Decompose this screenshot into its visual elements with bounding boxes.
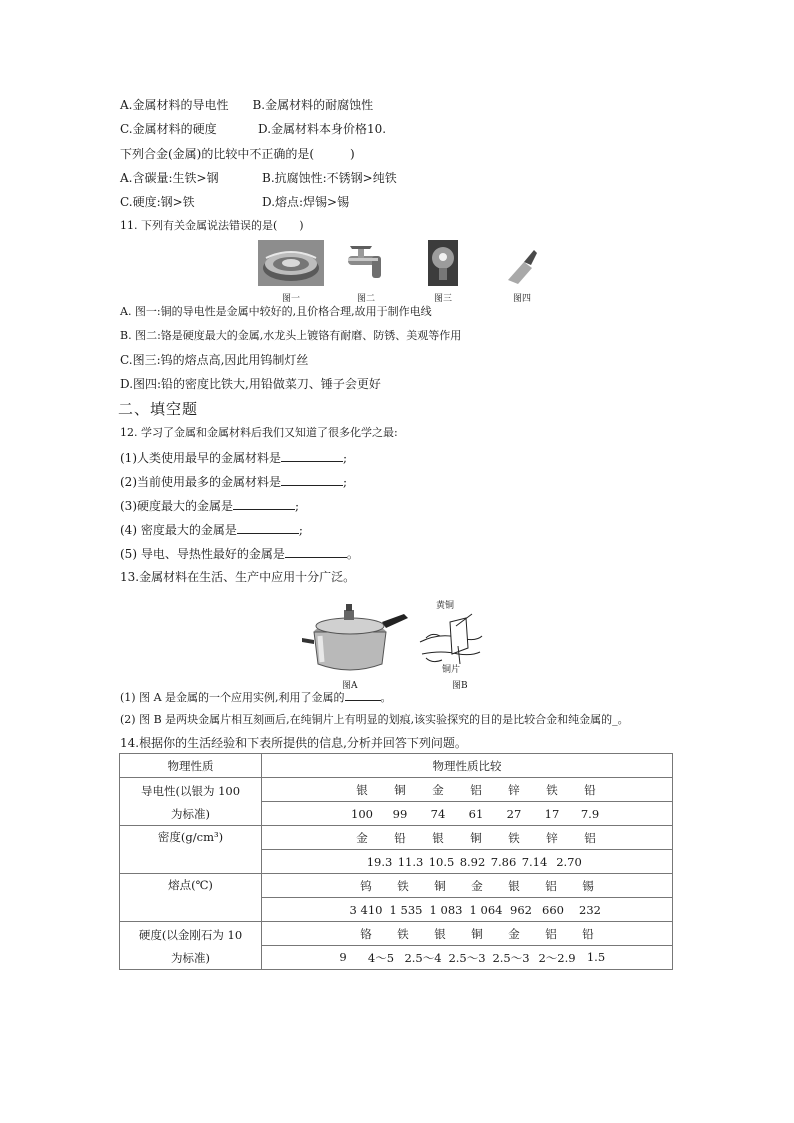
metal-values (262, 950, 672, 966)
metal-name: 银 (434, 926, 446, 941)
metal-names (262, 782, 672, 798)
metal-value: 2.70 (556, 854, 582, 869)
metal-names (262, 830, 672, 846)
metal-names-cell (262, 874, 673, 898)
metal-name: 铬 (360, 926, 372, 941)
metal-name: 铜 (470, 830, 482, 845)
metal-value: 99 (392, 806, 408, 821)
metal-value: 4～5 (367, 950, 395, 965)
metal-name: 铝 (470, 782, 482, 797)
pressure-cooker-and-scratch-test-image (300, 592, 500, 690)
q12-item-3-text: (3)硬度最大的金属是 (120, 499, 233, 513)
table-row (120, 778, 673, 802)
metal-name: 银 (432, 830, 444, 845)
metal-value: 2.5～3 (448, 950, 486, 965)
q10b-stem: 下列合金(金属)的比较中不正确的是( ) (120, 147, 355, 161)
q12-item-5-text: (5) 导电、导热性最好的金属是 (120, 547, 285, 561)
metal-name: 铝 (545, 926, 557, 941)
q12-item-3-end: ; (295, 499, 300, 513)
q10-options-row2 (120, 121, 386, 137)
q12-item-2-end: ; (343, 475, 348, 489)
kitchen-knife-image (502, 240, 542, 286)
metal-name: 金 (356, 830, 368, 845)
metal-name: 金 (432, 782, 444, 797)
metal-name: 铜 (394, 782, 406, 797)
metal-value: 9 (339, 949, 347, 964)
metal-values-cell (262, 946, 673, 970)
metal-name: 铜 (434, 878, 446, 893)
metal-name: 铁 (508, 830, 520, 845)
table-header-comparison: 物理性质比较 (262, 754, 673, 778)
row-label-line: 为标准) (171, 806, 210, 821)
q12-item-1-text: (1)人类使用最早的金属材料是 (120, 451, 281, 465)
metal-value: 74 (430, 806, 446, 821)
physical-properties-table (119, 753, 673, 970)
q12-blank-1[interactable] (281, 449, 343, 462)
metal-name: 铅 (584, 782, 596, 797)
metal-name: 锡 (582, 878, 594, 893)
q12-item-2 (120, 473, 347, 490)
metal-value: 7.9 (580, 806, 600, 821)
q12-item-5 (120, 545, 359, 562)
figure-a-caption: 图A (342, 681, 358, 691)
q14-stem: 14.根据你的生活经验和下表所提供的信息,分析并回答下列问题。 (120, 736, 467, 750)
metal-values-cell (262, 850, 673, 874)
metal-name: 锌 (508, 782, 520, 797)
row-label-hardness (120, 922, 262, 970)
row-label-density (120, 826, 262, 874)
q11-option-a: A. 图一:铜的导电性是金属中较好的,且价格合理,故用于制作电线 (120, 305, 432, 318)
q10b-option-b: B.抗腐蚀性:不锈钢>纯铁 (262, 171, 397, 185)
copper-wire-coil-image (258, 240, 324, 286)
metal-name: 银 (356, 782, 368, 797)
metal-value: 8.92 (459, 854, 486, 869)
metal-name: 铁 (546, 782, 558, 797)
row-label-line: 导电性(以银为 100 (140, 783, 241, 798)
metal-values-cell (262, 898, 673, 922)
q10-option-a: A.金属材料的导电性 (120, 98, 229, 112)
metal-value: 7.14 (521, 854, 548, 869)
metal-value: 1.5 (586, 949, 606, 964)
metal-value: 61 (468, 806, 484, 821)
q12-item-1 (120, 449, 347, 466)
metal-value: 3 410 (349, 902, 383, 917)
q12-item-4-text: (4) 密度最大的金属是 (120, 523, 237, 537)
q10b-option-a: A.含碳量:生铁>钢 (120, 171, 219, 185)
metal-value: 660 (542, 902, 564, 917)
q12-blank-4[interactable] (237, 521, 299, 534)
metal-values (262, 855, 672, 869)
metal-name: 铜 (471, 926, 483, 941)
metal-value: 27 (506, 806, 522, 821)
q12-item-4-end: ; (298, 523, 303, 537)
q13-stem: 13.金属材料在生活、生产中应用十分广泛。 (120, 570, 356, 584)
metal-names (262, 926, 672, 942)
q13-sub1-text: (1) 图 A 是金属的一个应用实例,利用了金属的 (120, 691, 345, 704)
q12-blank-2[interactable] (281, 473, 343, 486)
q10b-options-row1 (120, 170, 397, 186)
metal-value: 2.5～3 (492, 950, 530, 965)
q11-option-d: D.图四:铅的密度比铁大,用铅做菜刀、锤子会更好 (120, 377, 381, 391)
faucet-image (344, 240, 388, 286)
table-row (120, 922, 673, 946)
figure-1-copper-wire (258, 240, 324, 304)
q10b-option-d: D.熔点:焊锡>锡 (262, 195, 350, 209)
q11-figures (258, 240, 548, 302)
q13-sub1-end: 。 (380, 691, 392, 704)
section-title: 二、填空题 (118, 400, 199, 418)
q11-option-c: C.图三:钨的熔点高,因此用钨制灯丝 (120, 353, 309, 367)
q10b-option-c: C.硬度:钢>铁 (120, 195, 195, 209)
metal-values (262, 807, 672, 821)
figure-b-caption: 图B (452, 681, 468, 691)
figure-3-caption: 图三 (433, 294, 452, 304)
q12-item-1-end: ; (343, 451, 348, 465)
row-label-line: 为标准) (171, 950, 210, 965)
table-header-property: 物理性质 (120, 754, 262, 778)
q12-blank-3[interactable] (233, 497, 295, 510)
q12-item-2-text: (2)当前使用最多的金属材料是 (120, 475, 281, 489)
figure-2-faucet (344, 240, 388, 304)
q10b-options-row2 (120, 194, 349, 210)
metal-name: 铝 (584, 830, 596, 845)
table-header-row (120, 754, 673, 778)
q12-stem: 12. 学习了金属和金属材料后我们又知道了很多化学之最: (120, 426, 398, 439)
q12-item-5-end: 。 (346, 547, 359, 561)
figure-1-caption: 图一 (281, 294, 300, 304)
metal-values (262, 903, 672, 917)
metal-value: 1 535 (389, 902, 423, 917)
q10-option-c: C.金属材料的硬度 (120, 122, 217, 136)
metal-name: 锌 (546, 830, 558, 845)
row-label-melting-point (120, 874, 262, 922)
q12-item-4 (120, 521, 303, 538)
metal-value: 2～2.9 (538, 950, 576, 965)
metal-name: 铁 (397, 926, 409, 941)
q10-options-row1 (120, 97, 373, 113)
metal-names (262, 878, 672, 894)
metal-value: 2.5～4 (404, 950, 442, 965)
metal-name: 铝 (545, 878, 557, 893)
figure-2-caption: 图二 (356, 294, 375, 304)
q13-sub1 (120, 688, 392, 706)
metal-value: 100 (351, 806, 373, 821)
q10-option-b: B.金属材料的耐腐蚀性 (252, 98, 374, 112)
metal-value: 11.3 (397, 854, 424, 869)
q10-option-d: D.金属材料本身价格10. (258, 122, 387, 136)
table-row (120, 874, 673, 898)
metal-value: 7.86 (490, 854, 517, 869)
metal-name: 铅 (582, 926, 594, 941)
metal-value: 17 (544, 806, 560, 821)
metal-value: 19.3 (366, 854, 393, 869)
metal-name: 铁 (397, 878, 409, 893)
metal-name: 银 (508, 878, 520, 893)
table-row (120, 826, 673, 850)
figure-3-bulb (428, 240, 458, 304)
q13-blank-1[interactable] (345, 688, 381, 701)
q11-stem: 11. 下列有关金属说法错误的是( ) (120, 219, 304, 232)
q12-blank-5[interactable] (285, 545, 347, 558)
metal-value: 232 (579, 902, 601, 917)
metal-value: 962 (510, 902, 532, 917)
light-bulb-image (428, 240, 458, 286)
row-label-conductivity (120, 778, 262, 826)
metal-name: 金 (508, 926, 520, 941)
q11-option-b: B. 图二:铬是硬度最大的金属,水龙头上镀铬有耐磨、防锈、美观等作用 (120, 329, 462, 342)
metal-names-cell (262, 778, 673, 802)
metal-name: 金 (471, 878, 483, 893)
q13-sub2: (2) 图 B 是两块金属片相互刻画后,在纯铜片上有明显的划痕,该实验探究的目的是比较合金和纯金属的_。 (120, 713, 629, 726)
metal-value: 10.5 (428, 854, 455, 869)
row-label-line: 硬度(以金刚石为 10 (138, 927, 243, 942)
copper-sheet-label: 铜片 (442, 665, 461, 675)
metal-names-cell (262, 922, 673, 946)
q13-figures (300, 592, 500, 690)
figure-4-caption: 图四 (512, 294, 531, 304)
metal-name: 钨 (360, 878, 372, 893)
figure-4-knife (502, 240, 542, 304)
metal-name: 铅 (394, 830, 406, 845)
row-label-line: 密度(g/cm³) (157, 830, 224, 844)
row-label-line: 熔点(℃) (168, 878, 213, 892)
metal-names-cell (262, 826, 673, 850)
q12-item-3 (120, 497, 299, 514)
metal-values-cell (262, 802, 673, 826)
metal-value: 1 083 (429, 902, 463, 917)
metal-value: 1 064 (469, 902, 503, 917)
brass-label: 黄铜 (436, 601, 455, 611)
